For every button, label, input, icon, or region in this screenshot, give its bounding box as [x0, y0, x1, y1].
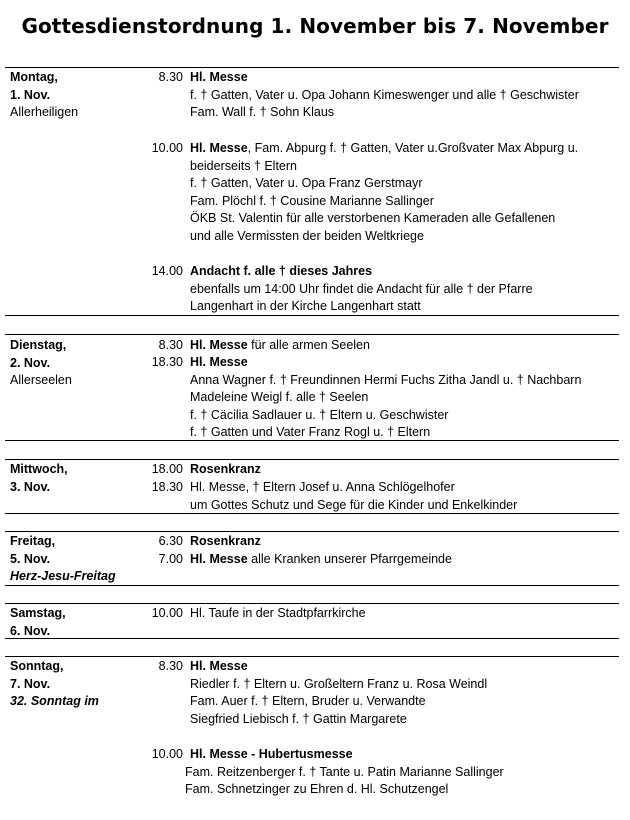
day-date: 7. Nov.	[10, 676, 51, 691]
service-time: 7.00	[158, 552, 183, 566]
service-title: Rosenkranz	[190, 534, 261, 548]
service-detail: für alle armen Seelen	[247, 338, 370, 352]
intention-line: f. † Cäcilia Sadlauer u. † Eltern u. Geschwister	[190, 407, 449, 422]
day-name: Mittwoch,	[10, 462, 68, 476]
service-detail: Hl. Messe, † Eltern Josef u. Anna Schlögelhofer	[190, 480, 455, 494]
divider	[5, 603, 619, 604]
service-time: 8.30	[158, 338, 183, 352]
intention-line: Fam. Wall f. † Sohn Klaus	[190, 105, 335, 119]
service-title: Hl. Messe	[190, 70, 248, 84]
service-time: 10.00	[151, 747, 183, 761]
service-time: 8.30	[158, 70, 183, 84]
service-detail: Hl. Taufe in der Stadtpfarrkirche	[190, 606, 366, 620]
intention-line: Langenhart in der Kirche Langenhart statt	[190, 299, 421, 313]
intention-line: ebenfalls um 14:00 Uhr findet die Andacht für alle † der Pfarre	[190, 281, 533, 296]
page-title: Gottesdienstordnung 1. November bis 7. November	[21, 14, 609, 38]
divider	[5, 656, 619, 657]
intention-line: Siegfried Liebisch f. † Gattin Margarete	[190, 711, 407, 726]
service-time: 14.00	[151, 264, 183, 278]
intention-line: Fam. Schnetzinger zu Ehren d. Hl. Schutzengel	[185, 782, 449, 796]
divider	[5, 67, 619, 68]
service-title: Andacht f. alle † dieses Jahres	[190, 264, 373, 278]
day-label-sonntag	[10, 658, 150, 711]
day-label-samstag	[10, 605, 150, 640]
day-label-mittwoch	[10, 461, 150, 496]
intention-line: Fam. Reitzenberger f. † Tante u. Patin Marianne Sallinger	[185, 764, 504, 779]
intention-line: Anna Wagner f. † Freundinnen Hermi Fuchs Zitha Jandl u. † Nachbarn	[190, 372, 582, 387]
service-time: 18.30	[151, 480, 183, 494]
service-detail: , Fam. Abpurg f. † Gatten, Vater u.Großvater Max Abpurg u.	[247, 141, 579, 155]
day-note: Allerseelen	[10, 373, 72, 387]
intention-line: f. † Gatten, Vater u. Opa Johann Kimeswenger und alle † Geschwister	[190, 87, 579, 102]
intention-line: ÖKB St. Valentin für alle verstorbenen Kameraden alle Gefallenen	[190, 211, 556, 225]
day-name: Montag,	[10, 70, 58, 84]
day-name: Freitag,	[10, 534, 56, 548]
service-title: Hl. Messe	[190, 552, 248, 566]
service-time: 6.30	[158, 534, 183, 548]
day-note: Herz-Jesu-Freitag	[10, 569, 116, 583]
day-date: 2. Nov.	[10, 355, 51, 370]
service-title: Hl. Messe	[190, 355, 248, 369]
service-time: 10.00	[151, 606, 183, 620]
day-date: 5. Nov.	[10, 551, 51, 566]
service-time: 8.30	[158, 659, 183, 673]
day-name: Dienstag,	[10, 338, 67, 352]
intention-line: Madeleine Weigl f. alle † Seelen	[190, 390, 369, 404]
day-date: 6. Nov.	[10, 623, 51, 638]
service-detail: alle Kranken unserer Pfarrgemeinde	[247, 552, 452, 566]
intention-line: um Gottes Schutz und Sege für die Kinder und Enkelkinder	[190, 497, 518, 512]
divider	[5, 334, 619, 335]
service-title: Hl. Messe	[190, 338, 248, 352]
intention-line: Fam. Auer f. † Eltern, Bruder u. Verwandte	[190, 694, 426, 708]
service-title: Hl. Messe - Hubertusmesse	[190, 747, 353, 761]
day-label-freitag	[10, 533, 150, 586]
service-title: Rosenkranz	[190, 462, 261, 476]
intention-line: f. † Gatten, Vater u. Opa Franz Gerstmayr	[190, 176, 423, 190]
intention-line: Fam. Plöchl f. † Cousine Marianne Sallinger	[190, 193, 434, 208]
intention-line: Riedler f. † Eltern u. Großeltern Franz u. Rosa Weindl	[190, 676, 488, 691]
day-date: 1. Nov.	[10, 87, 51, 102]
day-name: Samstag,	[10, 606, 66, 620]
day-label-dienstag	[10, 337, 150, 390]
day-note: Allerheiligen	[10, 105, 79, 119]
day-name: Sonntag,	[10, 659, 64, 673]
intention-line: f. † Gatten und Vater Franz Rogl u. † Eltern	[190, 425, 431, 439]
service-title: Hl. Messe	[190, 659, 248, 673]
divider	[5, 531, 619, 532]
service-time: 18.00	[151, 462, 183, 476]
intention-line: und alle Vermissten der beiden Weltkriege	[190, 228, 424, 243]
divider	[5, 459, 619, 460]
service-time: 10.00	[151, 141, 183, 155]
intention-line: beiderseits † Eltern	[190, 158, 298, 173]
day-date: 3. Nov.	[10, 479, 51, 494]
service-time: 18.30	[151, 355, 183, 369]
day-note: 32. Sonntag im	[10, 694, 99, 708]
service-title: Hl. Messe	[190, 141, 248, 155]
day-label-montag	[10, 69, 150, 122]
